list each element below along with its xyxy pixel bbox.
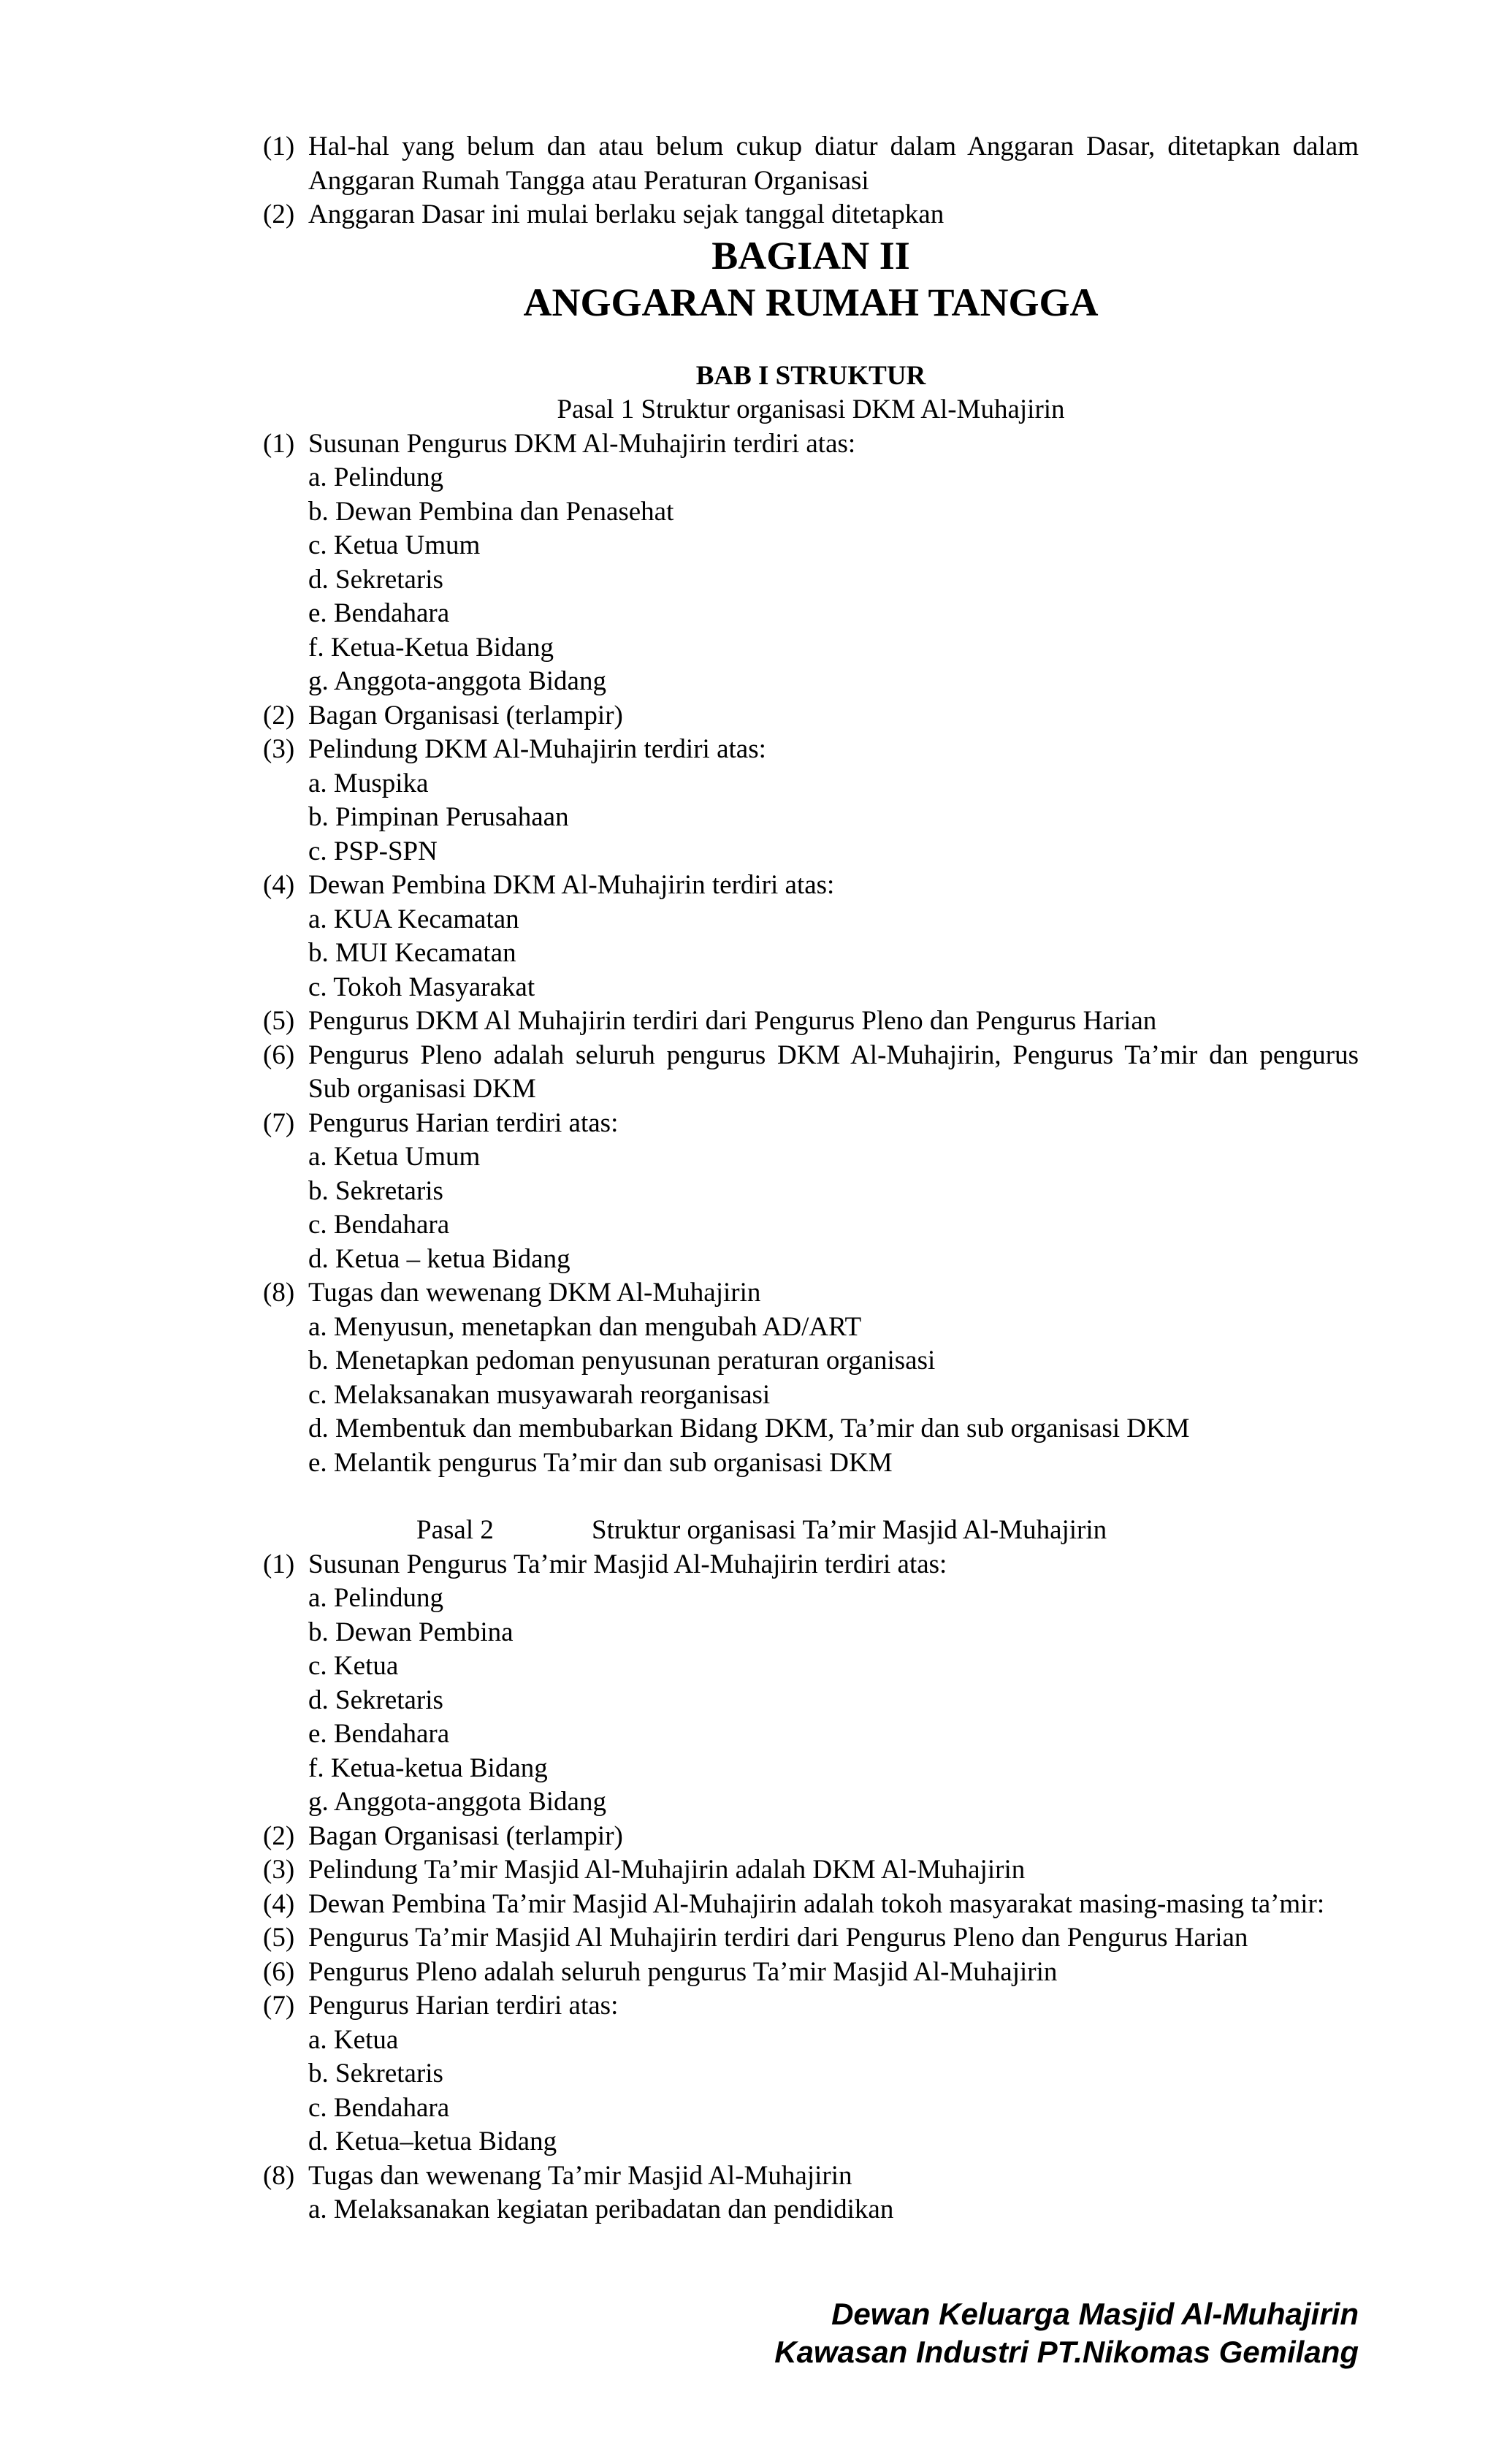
item-text: Pengurus Harian terdiri atas: — [308, 1991, 619, 2021]
item-number: (1) — [263, 428, 295, 459]
item-number: (3) — [263, 734, 295, 764]
sub-item: a. Pelindung — [308, 1583, 443, 1613]
sub-item: b. Dewan Pembina dan Penasehat — [308, 496, 674, 527]
item-text: Susunan Pengurus DKM Al-Muhajirin terdiri atas: — [308, 428, 856, 459]
pasal2-label: Pasal 2 — [416, 1515, 494, 1545]
sub-item: f. Ketua-ketua Bidang — [308, 1752, 548, 1783]
item-number: (5) — [263, 1923, 295, 1953]
sub-item: d. Membentuk dan membubarkan Bidang DKM, Ta’mir dan sub organisasi DKM — [308, 1414, 1190, 1443]
item-text: Anggaran Dasar ini mulai berlaku sejak tanggal ditetapkan — [308, 199, 944, 229]
list-item — [263, 699, 1359, 733]
sub-item: g. Anggota-anggota Bidang — [308, 1787, 606, 1817]
list-item — [263, 1853, 1359, 1888]
sub-item: e. Bendahara — [308, 598, 450, 628]
list-item — [263, 2159, 1359, 2194]
item-text: Tugas dan wewenang DKM Al-Muhajirin — [308, 1278, 761, 1308]
item-number: (2) — [263, 700, 295, 731]
part-title: BAGIAN II — [711, 233, 910, 278]
document-footer — [774, 2295, 1359, 2371]
sub-item: a. Muspika — [308, 768, 429, 798]
item-number: (6) — [263, 1040, 295, 1070]
list-item — [263, 869, 1359, 903]
item-text: Pengurus DKM Al Muhajirin terdiri dari Pengurus Pleno dan Pengurus Harian — [308, 1006, 1157, 1036]
sub-item: c. Ketua Umum — [308, 530, 481, 560]
sub-item: c. Bendahara — [308, 2092, 450, 2123]
item-text: Tugas dan wewenang Ta’mir Masjid Al-Muhajirin — [308, 2160, 852, 2191]
item-text: Pengurus Harian terdiri atas: — [308, 1107, 619, 1138]
item-text: Bagan Organisasi (terlampir) — [308, 1820, 623, 1851]
list-item — [263, 1820, 1359, 1854]
document-body — [263, 130, 1359, 2227]
sub-item: a. Ketua Umum — [308, 1142, 481, 1172]
sub-item: a. KUA Kecamatan — [308, 904, 519, 934]
list-item — [263, 1276, 1359, 1311]
sub-item: a. Menyusun, menetapkan dan mengubah AD/ART — [308, 1311, 862, 1342]
item-text: Hal-hal yang belum dan atau belum cukup diatur dalam Anggaran Dasar, ditetapkan dalam Anggaran Rumah Tangga atau Peraturan Organisasi — [308, 131, 1359, 196]
pasal2-heading — [263, 1514, 1359, 1548]
item-text: Susunan Pengurus Ta’mir Masjid Al-Muhajirin terdiri atas: — [308, 1549, 947, 1579]
item-number: (6) — [263, 1956, 295, 1987]
list-item — [263, 1989, 1359, 2024]
item-number: (1) — [263, 1549, 295, 1579]
sub-item: d. Sekretaris — [308, 564, 443, 595]
item-number: (1) — [263, 131, 295, 161]
list-item — [263, 1107, 1359, 1141]
sub-item: d. Ketua–ketua Bidang — [308, 2127, 557, 2156]
item-number: (7) — [263, 1991, 295, 2021]
item-number: (2) — [263, 1820, 295, 1851]
sub-item: d. Ketua – ketua Bidang — [308, 1243, 570, 1274]
list-item — [263, 1004, 1359, 1039]
sub-item: b. MUI Kecamatan — [308, 938, 516, 968]
pasal2-list — [263, 1548, 1359, 2227]
item-number: (8) — [263, 1278, 295, 1308]
list-item — [263, 1548, 1359, 1582]
sub-item: a. Ketua — [308, 2024, 399, 2055]
sub-item: c. Melaksanakan musyawarah reorganisasi — [308, 1379, 771, 1410]
list-item — [263, 1888, 1359, 1922]
item-text: Pelindung DKM Al-Muhajirin terdiri atas: — [308, 734, 766, 764]
spacer — [263, 1480, 1359, 1514]
sub-item: b. Sekretaris — [308, 1175, 443, 1206]
sub-item: e. Melantik pengurus Ta’mir dan sub organisasi DKM — [308, 1447, 893, 1478]
item-number: (5) — [263, 1006, 295, 1036]
sub-item: f. Ketua-Ketua Bidang — [308, 632, 554, 663]
footer-line: Dewan Keluarga Masjid Al-Muhajirin — [831, 2297, 1359, 2331]
list-item — [263, 1921, 1359, 1956]
sub-item: g. Anggota-anggota Bidang — [308, 666, 606, 696]
item-number: (4) — [263, 870, 295, 900]
item-text: Bagan Organisasi (terlampir) — [308, 700, 623, 731]
sub-item: e. Bendahara — [308, 1719, 450, 1749]
sub-item: c. PSP-SPN — [308, 836, 438, 866]
sub-item: b. Menetapkan pedoman penyusunan peraturan organisasi — [308, 1346, 936, 1376]
sub-item: c. Tokoh Masyarakat — [308, 972, 535, 1002]
pasal2-title: Struktur organisasi Ta’mir Masjid Al-Muhajirin — [592, 1515, 1107, 1545]
list-item — [263, 1956, 1359, 1990]
sub-item: c. Bendahara — [308, 1210, 450, 1240]
item-text: Pelindung Ta’mir Masjid Al-Muhajirin adalah DKM Al-Muhajirin — [308, 1855, 1026, 1885]
sub-item: d. Sekretaris — [308, 1685, 443, 1715]
pasal1-title: Pasal 1 Struktur organisasi DKM Al-Muhajirin — [557, 394, 1065, 424]
sub-item: c. Ketua — [308, 1651, 399, 1681]
sub-item: b. Sekretaris — [308, 2059, 443, 2089]
spacer — [263, 326, 1359, 359]
item-text: Pengurus Pleno adalah seluruh pengurus Ta’mir Masjid Al-Muhajirin — [308, 1956, 1058, 1987]
sub-item: b. Pimpinan Perusahaan — [308, 802, 569, 832]
item-text: Dewan Pembina DKM Al-Muhajirin terdiri atas: — [308, 870, 835, 900]
list-item — [263, 427, 1359, 462]
item-number: (7) — [263, 1107, 295, 1138]
part-subtitle: ANGGARAN RUMAH TANGGA — [523, 280, 1099, 324]
list-item — [263, 1039, 1359, 1107]
item-number: (2) — [263, 199, 295, 229]
list-item — [263, 733, 1359, 767]
item-number: (8) — [263, 2160, 295, 2191]
item-text: Dewan Pembina Ta’mir Masjid Al-Muhajirin adalah tokoh masyarakat masing-masing ta’mir: — [308, 1888, 1325, 1919]
pasal1-list — [263, 427, 1359, 1481]
item-number: (3) — [263, 1855, 295, 1885]
footer-line: Kawasan Industri PT.Nikomas Gemilang — [774, 2335, 1359, 2369]
item-number: (4) — [263, 1888, 295, 1919]
intro-item — [263, 198, 1359, 232]
sub-item: b. Dewan Pembina — [308, 1617, 514, 1647]
item-text: Pengurus Pleno adalah seluruh pengurus DKM Al-Muhajirin, Pengurus Ta’mir dan pengurus Sub organisasi DKM — [308, 1040, 1359, 1104]
intro-list — [263, 130, 1359, 232]
intro-item — [263, 130, 1359, 198]
item-text: Pengurus Ta’mir Masjid Al Muhajirin terdiri dari Pengurus Pleno dan Pengurus Harian — [308, 1923, 1248, 1953]
sub-item: a. Melaksanakan kegiatan peribadatan dan pendidikan — [308, 2194, 894, 2224]
chapter-title: BAB I STRUKTUR — [695, 360, 926, 391]
sub-item: a. Pelindung — [308, 462, 443, 492]
